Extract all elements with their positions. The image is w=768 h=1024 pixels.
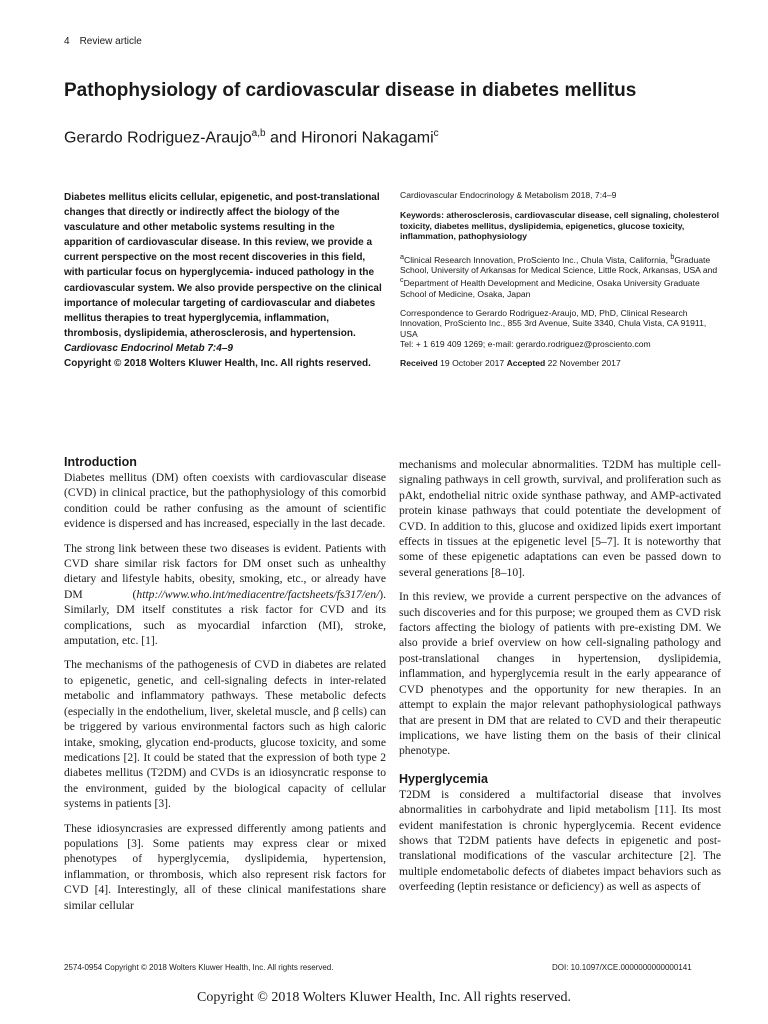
- body-column-left: [64, 455, 386, 922]
- author-1: Gerardo Rodriguez-Araujo: [64, 129, 252, 147]
- who-link[interactable]: http://www.who.int/mediacentre/factsheets/fs317/en/: [136, 587, 380, 601]
- paragraph: The strong link between these two diseases is evident. Patients with CVD share similar risk factors for DM onset such as unhealthy dietary and lifestyle habits, obesity, smoking, etc., or already have DM (http://www.who.int/mediacentre/factsheets/fs317/en/). Similarly, DM itself constitutes a risk factor for CVD and its complications, such as myocardial infarction (MI), stroke, amputation, etc. [1].: [64, 541, 386, 648]
- paragraph: These idiosyncrasies are expressed differently among patients and populations [3]. Some patients may express clear or mixed phenotypes of hyperglycemia, dyslipidemia, hypertension, inflammation, or thrombosis, which also represent risk factors for CVD [4]. Interestingly, all of these clinical manifestations share similar cellular: [64, 821, 386, 912]
- affiliation-c: Department of Health Development and Medicine, Osaka University Graduate School of Medicine, Osaka, Japan: [400, 278, 700, 299]
- bottom-copyright: Copyright © 2018 Wolters Kluwer Health, Inc. All rights reserved.: [197, 990, 571, 1005]
- affiliation-b: Graduate School, University of Arkansas for Medical Science, Little Rock, Arkansas, USA and: [400, 254, 718, 275]
- affiliations: $^a$Clinical Research Innovation, ProSciento Inc., Chula Vista, California, $^b$Graduate School, University of Arkansas for Medical Science, Little Rock, Arkansas, USA and $^c$Department of Health Development and Medicine, Osaka University Graduate School of Medicine, Osaka, Japan: [400, 252, 718, 299]
- journal-info: [400, 190, 720, 200]
- paragraph: T2DM is considered a multifactorial disease that involves abnormalities in carbohydrate and lipid metabolism [11]. Its most evident manifestation is chronic hyperglycemia. Recent evidence shows that T2DM patients have defects in epigenetic and post-translational modifications of the vascular architecture [2]. The multiple endometabolic defects of diabetes impact behaviors such as overfeeding (leptin resistance or deficiency) as well as aspects of: [399, 787, 721, 894]
- paragraph: Diabetes mellitus (DM) often coexists with cardiovascular disease (CVD) in clinical practice, but the pathophysiology of this comorbid condition could be rather confusing as the amount of scientific evidence is dispersed and has increased, especially in the last decade.: [64, 471, 386, 531]
- correspondence: [400, 308, 720, 350]
- author-connector: and: [265, 129, 302, 147]
- affiliation-a: Clinical Research Innovation, ProSciento Inc., Chula Vista, California,: [403, 254, 668, 265]
- accepted-label: Accepted: [506, 357, 546, 368]
- article-title: Pathophysiology of cardiovascular disease in diabetes mellitus: [64, 80, 637, 101]
- hyperglycemia-heading: Hyperglycemia: [399, 771, 488, 786]
- author-line: [64, 128, 439, 147]
- introduction-heading: Introduction: [64, 455, 137, 469]
- correspondence-address: Correspondence to Gerardo Rodriguez-Araujo, MD, PhD, Clinical Research Innovation, ProSciento Inc., 855 3rd Avenue, Suite 3340, Chula Vista, CA 91911, USA: [400, 307, 707, 339]
- author-1-affiliation: a,b: [251, 128, 266, 139]
- abstract-copyright: Copyright © 2018 Wolters Kluwer Health, Inc. All rights reserved.: [64, 358, 371, 370]
- received-label: Received: [400, 357, 438, 368]
- abstract-text: Diabetes mellitus elicits cellular, epigenetic, and post-translational changes that directly or indirectly affect the biology of the vasculature and other metabolic systems resulting in the apparition of cardiovascular disease. In this review, we provide a current perspective on the most recent discoveries in this field, with particular focus on hyperglycemia- induced pathology in the cardiovascular system. We also provide perspective on the clinical importance of molecular targeting of cardiovascular and diabetes mellitus therapies to treat hyperglycemia, inflammation, thrombosis, dyslipidemia, atherosclerosis, and hypertension.: [64, 192, 382, 339]
- journal-name: Cardiovascular Endocrinology & Metabolism: [400, 190, 569, 200]
- correspondence-contact: Tel: + 1 619 409 1269; e-mail: gerardo.rodriguez@prosciento.com: [400, 339, 651, 350]
- page-number: 4: [64, 36, 70, 47]
- section-label: Review article: [79, 36, 142, 47]
- paragraph: mechanisms and molecular abnormalities. T2DM has multiple cell-signaling pathways in cell growth, survival, and proliferation such as pAkt, endothelial nitric oxide synthase pathway, and AMP-activated protein kinase pathways that could potentiate the development of CVD. In addition to this, glucose and oxidized lipids exert important effects in tissues at the epigenetic level [5–7]. It is noteworthy that some of these epigenetic adaptations can even be passed down to several generations [8–10].: [399, 458, 721, 579]
- keywords: Keywords: atherosclerosis, cardiovascular disease, cell signaling, cholesterol toxicity, diabetes mellitus, dyslipidemia, epigenetics, glucose toxicity, inflammation, pathophysiology: [400, 210, 720, 242]
- author-2: Hironori Nakagami: [301, 129, 434, 147]
- footer-copyright: 2574-0954 Copyright © 2018 Wolters Kluwer Health, Inc. All rights reserved.: [64, 963, 334, 972]
- abstract: [64, 190, 382, 371]
- accepted-date: 22 November 2017: [547, 357, 621, 368]
- received-date: 19 October 2017: [440, 357, 505, 368]
- dates: [400, 358, 720, 368]
- footer-doi: DOI: 10.1097/XCE.0000000000000141: [552, 963, 692, 972]
- paragraph: The mechanisms of the pathogenesis of CVD in diabetes are related to epigenetic, genetic, and cell-signaling defects in inter-related metabolic and inflammatory pathways. These metabolic defects (especially in the endothelium, liver, skeletal muscle, and β cells) can be triggered by various environmental factors such as high caloric intake, smoking, glycation end-products, glucose toxicity, and some medications [2]. It could be stated that the expression of both type 2 diabetes mellitus (T2DM) and CVDs is an idiosyncratic response to the environment, guided by the biological capacity of cellular systems in patients [3].: [64, 658, 386, 811]
- running-head: [64, 36, 152, 47]
- body-column-right: [399, 457, 721, 904]
- paragraph: In this review, we provide a current perspective on the advances of such discoveries and for this purpose; we grouped them as CVD risk factors affecting the biology of patients with pre-existing DM. We also provide a brief overview on how cell-signaling pathology and post-translational changes in hypertension, dyslipidemia, inflammation, and hyperglycemia result in the early appearance of CVD phenotypes and the opportunity for new therapies. In an attempt to explain the major relevant pathophysiological pathways that are present in DM that are related to CVD and their therapeutic implications, we have listing them on the basis of their clinical phenotype.: [399, 590, 721, 758]
- journal-issue: 2018, 7:4–9: [571, 190, 617, 200]
- author-2-affiliation: c: [433, 128, 439, 139]
- article-metadata: [400, 190, 720, 376]
- abstract-citation: Cardiovasc Endocrinol Metab 7:4–9: [64, 342, 233, 354]
